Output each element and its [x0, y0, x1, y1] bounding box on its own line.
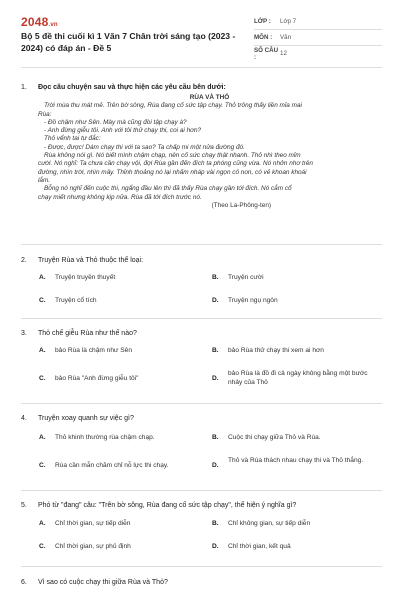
logo-tld: .vn: [48, 22, 58, 28]
story-line: Thỏ vểnh tai tự đắc:: [44, 135, 101, 143]
meta-row-count: [254, 46, 382, 61]
question-text: Đọc câu chuyện sau và thực hiện các yêu cầu bên dưới:: [38, 84, 226, 91]
question-text: Phó từ "đang" câu: "Trên bờ sông, Rùa đang cố sức tập chạy", thể hiện ý nghĩa gì?: [38, 502, 297, 509]
option-text: Thỏ khinh thường rùa chậm chạp.: [55, 434, 155, 441]
story-line: cười. Nó nghĩ: Ta chưa cần chạy vội, đợi Rùa gần đến đích ta phóng cũng vừa. Nó nhởn nhơ trên: [38, 160, 313, 168]
question-number: 4.: [21, 415, 27, 422]
option-letter: C.: [39, 375, 46, 382]
option-letter: A.: [39, 347, 46, 354]
story-passage: [38, 94, 381, 210]
story-line: - Đồ chậm như Sên. Mày mà cũng đòi tập chạy à?: [44, 118, 187, 126]
option-letter: B.: [212, 274, 219, 281]
option-text: Chỉ thời gian, sự phủ định: [55, 543, 131, 550]
option-letter: B.: [212, 434, 219, 441]
story-line: Bỗng nó nghĩ đến cuộc thi, ngẩng đầu lên thì đã thấy Rùa chạy gần tới đích. Nó cắm cổ: [44, 185, 292, 193]
option-letter: C.: [39, 462, 46, 469]
site-logo[interactable]: [21, 15, 58, 29]
option-text: Chỉ thời gian, kết quả: [228, 543, 291, 550]
meta-label: LỚP :: [254, 18, 271, 25]
option-text: Truyện ngụ ngôn: [228, 297, 278, 304]
meta-row-class: [254, 14, 382, 30]
question-number: 1.: [21, 84, 27, 91]
story-line: Rùa không nói gì. Nó biết mình chậm chạp, nên cố sức chạy thật nhanh. Thỏ nhì theo mỉm: [44, 152, 301, 160]
option-letter: D.: [212, 375, 219, 382]
story-line: đường, nhìn trời, nhìn mây. Thỉnh thoảng nó lại nhấm nháp vài ngọn cỏ non, có vẻ khoan khoái: [38, 168, 307, 176]
document-title: Bộ 5 đề thi cuối kì 1 Văn 7 Chân trời sáng tạo (2023 - 2024) có đáp án - Đề 5: [21, 31, 236, 53]
meta-label: MÔN :: [254, 34, 273, 41]
question-divider: [21, 403, 382, 404]
option-letter: B.: [212, 520, 219, 527]
option-text: Chỉ thời gian, sự tiếp diễn: [55, 520, 131, 527]
question-divider: [21, 566, 382, 567]
story-line: lắm.: [38, 176, 51, 184]
question-divider: [21, 318, 382, 319]
logo-main: 2048: [21, 15, 49, 29]
question-text: Truyện xoay quanh sự việc gì?: [38, 415, 134, 422]
option-text: Cuộc thi chạy giữa Thỏ và Rùa.: [228, 434, 321, 441]
question-number: 5.: [21, 502, 27, 509]
option-text: Chỉ không gian, sự tiếp diễn: [228, 520, 311, 527]
option-text: bảo Rùa thử chạy thi xem ai hơn: [228, 347, 324, 354]
story-source: (Theo La-Phông-ten): [211, 201, 271, 209]
option-letter: C.: [39, 297, 46, 304]
option-text: bảo Rùa "Anh đừng giễu tôi": [55, 375, 139, 382]
question-text: Truyện Rùa và Thỏ thuộc thể loại:: [38, 257, 144, 264]
option-letter: A.: [39, 274, 46, 281]
option-letter: C.: [39, 543, 46, 550]
question-text: Vì sao có cuộc chạy thi giữa Rùa và Thỏ?: [38, 579, 168, 586]
meta-row-subject: [254, 30, 382, 46]
option-letter: D.: [212, 297, 219, 304]
option-letter: D.: [212, 543, 219, 550]
meta-value: 12: [280, 50, 287, 57]
option-text: Truyện cổ tích: [55, 297, 97, 304]
question-number: 6.: [21, 579, 27, 586]
question-number: 2.: [21, 257, 27, 264]
option-letter: A.: [39, 434, 46, 441]
story-line: chạy miết nhưng không kịp nữa. Rùa đã tới đích trước nó.: [38, 193, 202, 201]
option-text: Rùa cần mẫn chăm chỉ nỗ lực thi chạy.: [55, 462, 169, 469]
question-number: 3.: [21, 330, 27, 337]
meta-label: SỐ CÂU :: [254, 46, 279, 61]
question-divider: [21, 490, 382, 491]
story-title: RÙA VÀ THỎ: [189, 94, 230, 101]
option-text: bảo Rùa là đồ đi cả ngày không bằng một bước nhảy của Thỏ: [228, 370, 368, 386]
question-text: Thỏ chế giễu Rùa như thế nào?: [38, 330, 137, 337]
question-divider: [21, 244, 382, 245]
option-letter: B.: [212, 347, 219, 354]
option-text: Thỏ và Rùa thách nhau chạy thi và Thỏ thắng.: [228, 457, 364, 464]
header-divider: [21, 67, 382, 68]
meta-value: Văn: [280, 34, 292, 41]
story-line: - Được, được! Dám chạy thi với ta sao? Ta chấp mi một nửa đường đó.: [44, 143, 245, 151]
meta-value: Lớp 7: [280, 18, 297, 25]
option-text: bảo Rùa là chậm như Sên: [55, 347, 132, 354]
story-line: - Anh đừng giễu tôi. Anh với tôi thử chạy thi, coi ai hơn?: [44, 127, 202, 135]
option-text: Truyện truyền thuyết: [55, 274, 116, 281]
story-line: Trời mùa thu mát mẻ. Trên bờ sông, Rùa đang cố sức tập chạy. Thỏ trông thấy liền mỉa mai: [44, 102, 302, 110]
option-text: Truyện cười: [228, 274, 264, 281]
story-line: Rùa:: [38, 110, 52, 118]
option-letter: D.: [212, 462, 219, 469]
option-letter: A.: [39, 520, 46, 527]
document-meta: [254, 14, 382, 61]
